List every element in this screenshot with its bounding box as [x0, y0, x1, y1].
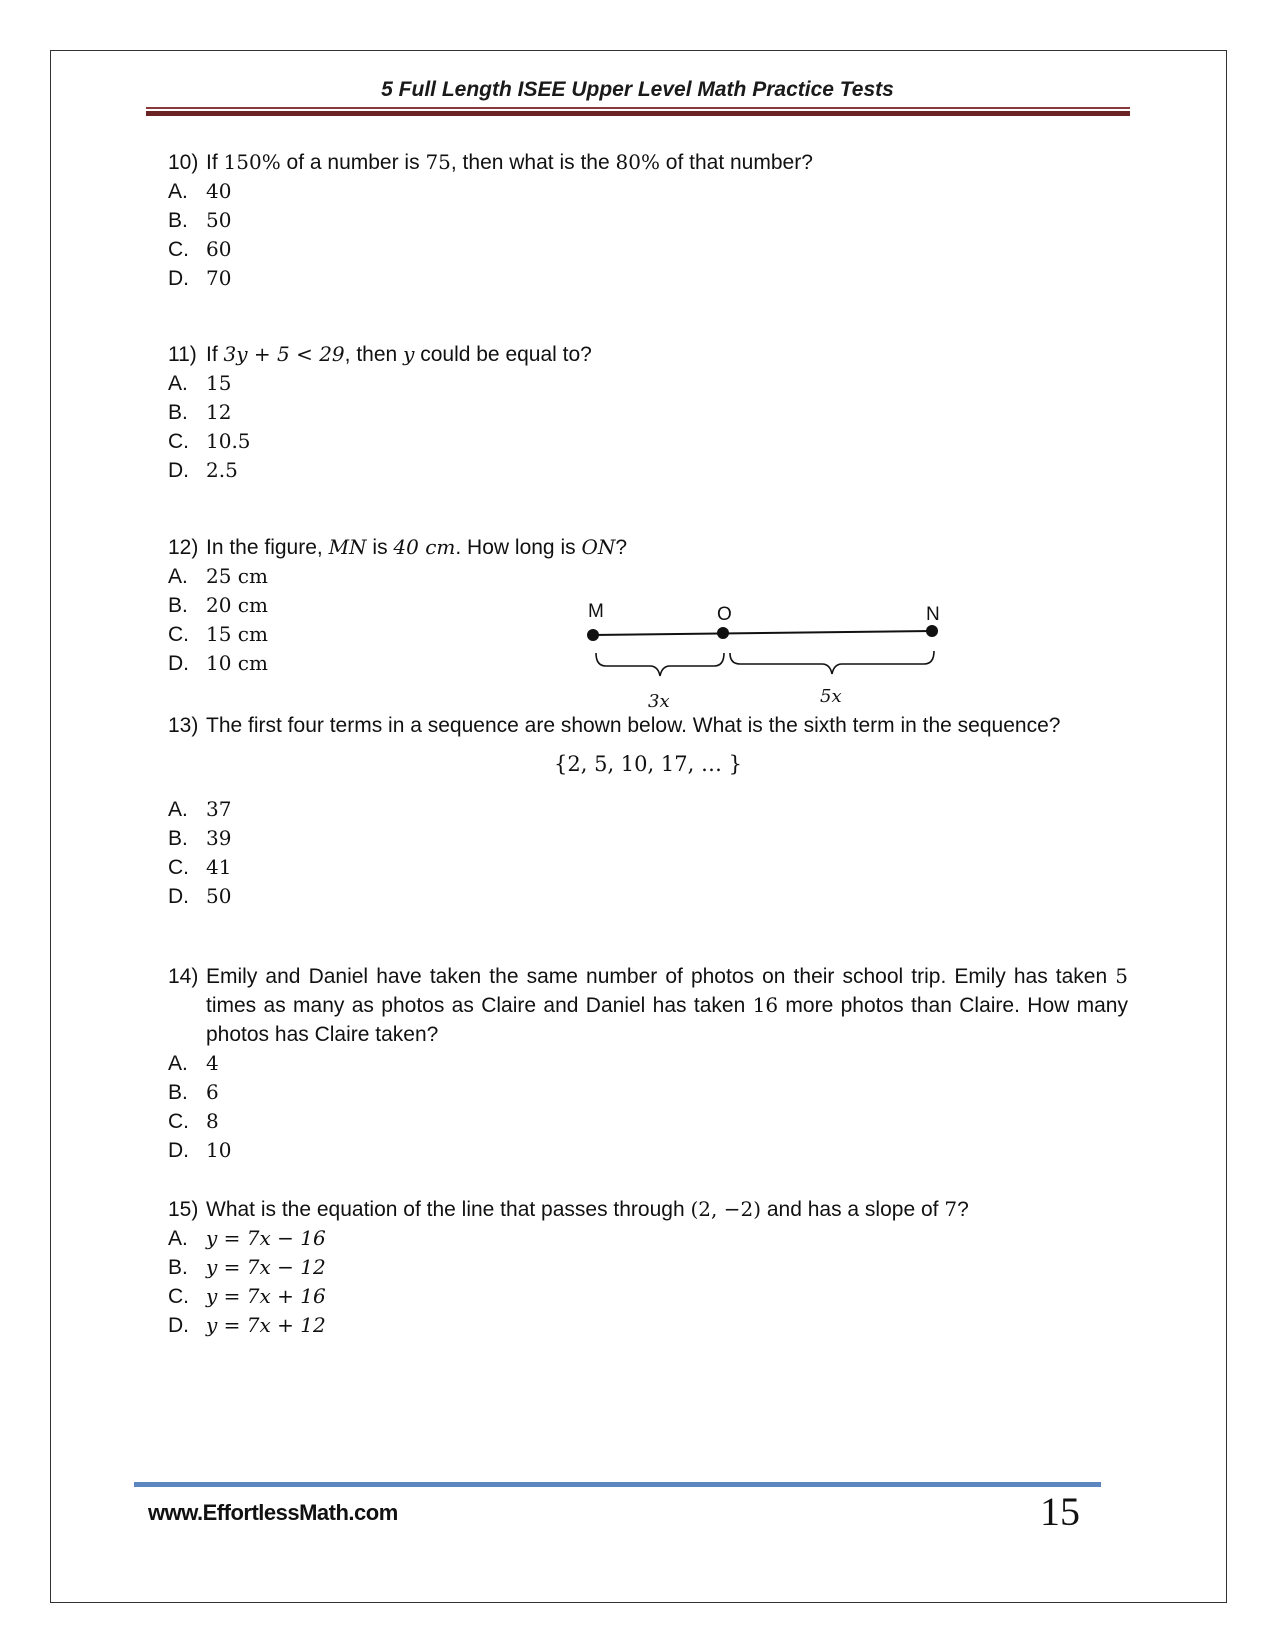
question-10: [168, 148, 1128, 293]
page-number: 15: [1040, 1489, 1080, 1534]
option-b: B. 50: [168, 208, 232, 232]
brace-mo: [596, 653, 724, 676]
option-d: D. 10: [168, 1138, 232, 1162]
option-a: A. 40: [168, 179, 232, 203]
question-text: The first four terms in a sequence are shown below. What is the sixth term in the sequence?: [206, 714, 1061, 737]
question-number: 13): [168, 714, 199, 737]
question-15: [168, 1195, 1128, 1340]
option-d: D. y = 7x + 12: [168, 1313, 326, 1337]
question-text: If 3y + 5 < 29, then y could be equal to?: [206, 342, 592, 366]
option-b: B. 12: [168, 400, 232, 424]
option-b: B. y = 7x − 12: [168, 1255, 326, 1279]
option-a: A. 15: [168, 371, 232, 395]
point-m: [587, 629, 599, 641]
question-11: [168, 340, 1128, 485]
option-c: C. 15 cm: [168, 622, 268, 646]
brace-on: [730, 651, 934, 674]
question-14: [168, 962, 1128, 1165]
option-d: D. 2.5: [168, 458, 238, 482]
label-5x: 5x: [820, 686, 842, 707]
option-b: B. 39: [168, 826, 232, 850]
question-number: 15): [168, 1198, 199, 1221]
option-c: C. 41: [168, 855, 232, 879]
option-d: D. 50: [168, 884, 232, 908]
footer-divider: [134, 1482, 1101, 1487]
question-text: In the figure, MN is 40 cm. How long is ON?: [206, 535, 628, 559]
option-b: B. 6: [168, 1080, 219, 1104]
option-c: C. 10.5: [168, 429, 251, 453]
header-divider: [146, 107, 1130, 109]
label-n: N: [926, 604, 940, 625]
label-3x: 3x: [648, 691, 670, 712]
option-a: A. 37: [168, 797, 232, 821]
option-b: B. 20 cm: [168, 593, 268, 617]
option-a: A. 25 cm: [168, 564, 268, 588]
option-d: D. 10 cm: [168, 651, 268, 675]
label-m: M: [588, 601, 604, 622]
segment-figure: [570, 590, 950, 715]
option-a: A. 4: [168, 1051, 219, 1075]
question-number: 12): [168, 536, 199, 559]
label-o: O: [717, 604, 732, 625]
option-d: D. 70: [168, 266, 232, 290]
option-a: A. y = 7x − 16: [168, 1226, 326, 1250]
question-text: What is the equation of the line that passes through (2, −2) and has a slope of 7?: [206, 1197, 969, 1221]
segment-line: [593, 631, 932, 635]
option-c: C. y = 7x + 16: [168, 1284, 326, 1308]
question-number: 14): [168, 965, 199, 988]
point-o: [717, 627, 729, 639]
sequence: {2, 5, 10, 17, … }: [554, 752, 742, 776]
point-n: [926, 625, 938, 637]
footer-website: www.EffortlessMath.com: [148, 1500, 398, 1525]
option-c: C. 8: [168, 1109, 219, 1133]
option-c: C. 60: [168, 237, 232, 261]
question-text: If 150% of a number is 75, then what is the 80% of that number?: [206, 150, 813, 174]
question-number: 11): [168, 343, 197, 366]
segment-diagram: [570, 590, 950, 715]
question-number: 10): [168, 151, 199, 174]
question-13: [168, 711, 1128, 911]
question-text: Emily and Daniel have taken the same number of photos on their school trip. Emily has taken 5 times as many as photos as Claire and Daniel has taken 16 more photos than Claire. How many photos has Claire taken?: [206, 964, 1128, 1046]
header-divider-thick: [146, 111, 1130, 116]
header-title: 5 Full Length ISEE Upper Level Math Practice Tests: [381, 78, 894, 101]
